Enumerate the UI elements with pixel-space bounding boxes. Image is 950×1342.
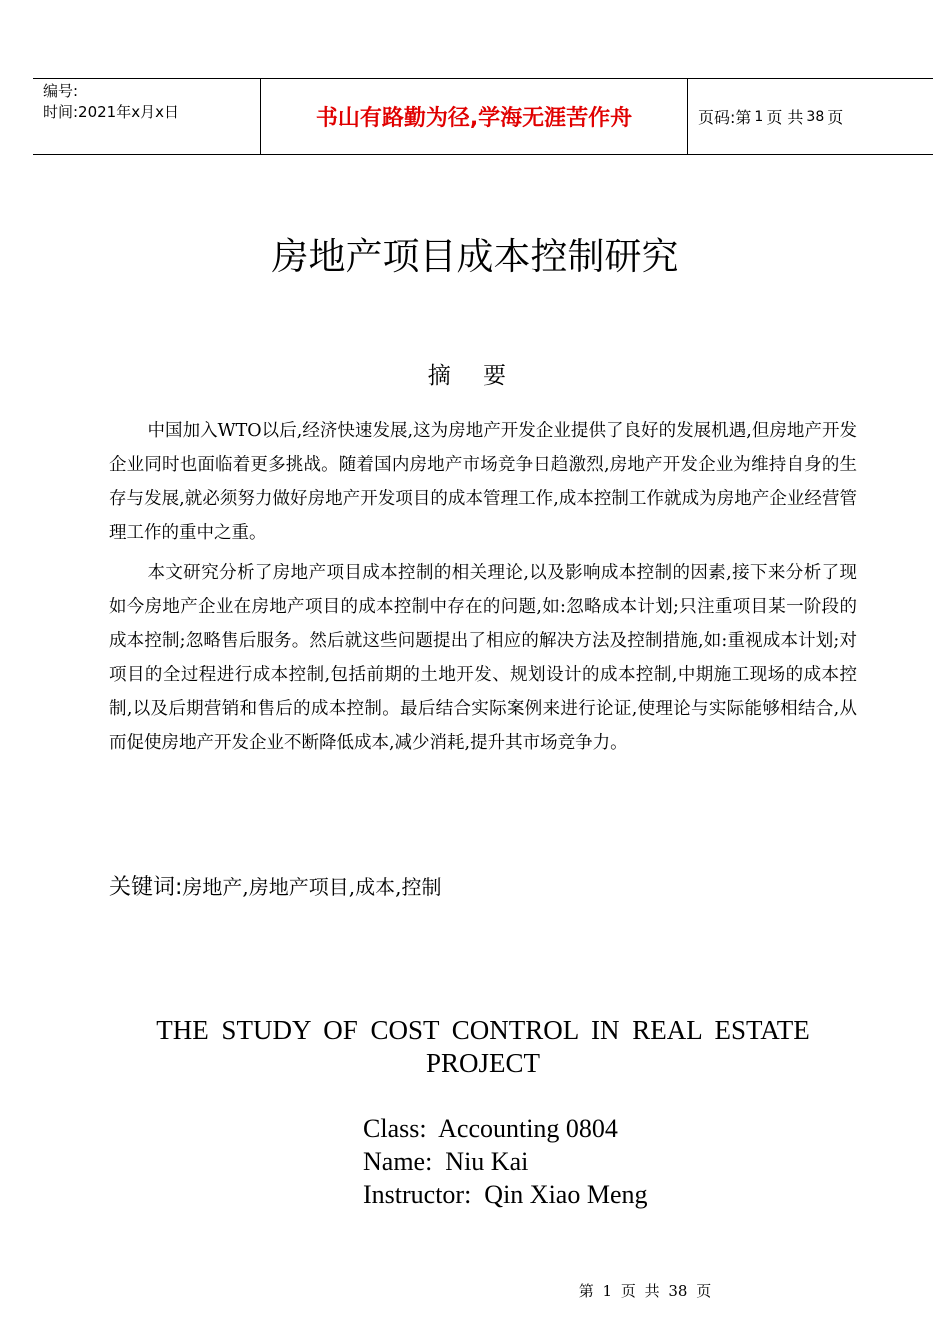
instructor-line: Instructor: Qin Xiao Meng [363,1180,648,1209]
page-suffix: 页 [827,108,844,127]
document-title: 房地产项目成本控制研究 [271,235,679,278]
keywords-line [109,870,442,905]
class-line: Class: Accounting 0804 [363,1114,618,1143]
keywords-label: 关键词: [109,875,183,900]
page-label: 页码:第 [698,108,752,127]
header-page-cell [688,79,933,154]
header-meta-cell [33,79,261,154]
page-current: 1 [754,108,764,125]
header-motto-cell [261,79,688,154]
header-table [33,78,933,155]
abstract-heading: 摘要 [427,363,539,389]
abstract-paragraph: 中国加入WTO以后,经济快速发展,这为房地产开发企业提供了良好的发展机遇,但房地产开发企业同时也面临着更多挑战。随着国内房地产市场竞争日趋激烈,房地产开发企业为维持自身的生存与发展,就必须努力做好房地产开发项目的成本管理工作,成本控制工作就成为房地产企业经营管理工作的重中之重。 [109,421,857,543]
page-footer: 第 1 页 共 38 页 [578,1282,712,1300]
page-mid: 页 共 [766,108,804,127]
page-total: 38 [806,108,825,125]
date-label: 时间:2021年x月x日 [43,103,179,121]
abstract-paragraph: 本文研究分析了房地产项目成本控制的相关理论,以及影响成本控制的因素,接下来分析了现如今房地产企业在房地产项目的成本控制中存在的问题,如:忽略成本计划;只注重项目某一阶段的成本控制;忽略售后服务。然后就这些问题提出了相应的解决方法及控制措施,如:重视成本计划;对项目的全过程进行成本控制,包括前期的土地开发、规划设计的成本控制,中期施工现场的成本控制,以及后期营销和售后的成本控制。最后结合实际案例来进行论证,使理论与实际能够相结合,从而促使房地产开发企业不断降低成本,减少消耗,提升其市场竞争力。 [109,563,857,753]
english-title: THE STUDY OF COST CONTROL IN REAL ESTATE PROJECT [156,1015,810,1078]
serial-number-label: 编号: [43,82,79,100]
name-line: Name: Niu Kai [363,1147,529,1176]
author-info [363,1112,648,1211]
motto-text: 书山有路勤为径,学海无涯苦作舟 [315,106,633,131]
keywords-text: 房地产,房地产项目,成本,控制 [182,875,442,899]
abstract-body [109,414,857,766]
